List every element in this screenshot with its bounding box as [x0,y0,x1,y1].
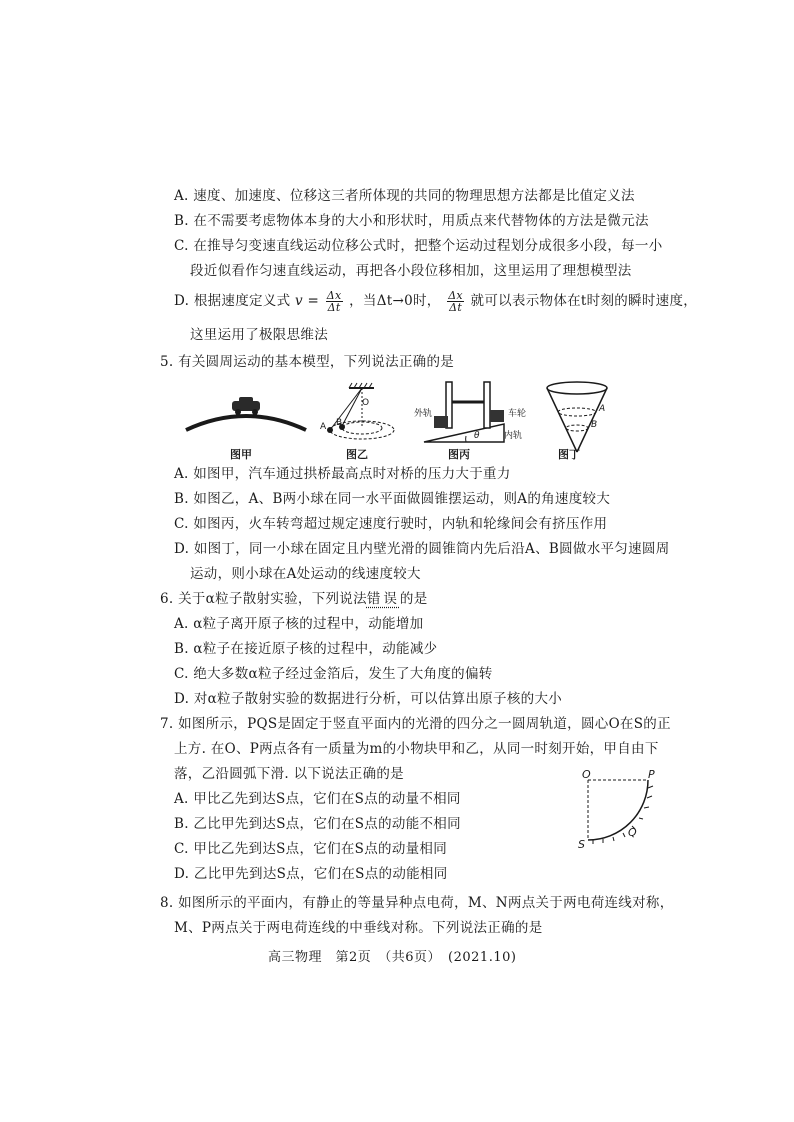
q4-option-a: A. 速度、加速度、位移这三者所体现的共同的物理思想方法都是比值定义法 [174,188,635,204]
q6-stem-emphasis: 错误 [366,591,400,607]
q7-option-d: D. 乙比甲先到达S点，它们在S点的动能相同 [174,866,448,882]
q7-stem-line2: 上方. 在O、P两点各有一质量为m的小物块甲和乙，从同一时刻开始，甲自由下 [174,741,659,757]
fraction-numerator: Δx [326,289,342,302]
figure-bing-railway [424,382,504,442]
q8-stem-line2: M、P两点关于两电荷连线的中垂线对称。下列说法正确的是 [174,920,543,936]
figure-ding-cone [547,382,607,452]
q7-fig-point-q: Q [628,826,637,839]
q7-fig-point-o: O [582,768,591,781]
q4-option-c-line1: C. 在推导匀变速直线运动位移公式时，把整个运动过程划分成很多小段，每一小 [174,238,663,254]
q7-option-b: B. 乙比甲先到达S点，它们在S点的动能不相同 [174,816,461,832]
q5-figures [184,380,624,462]
q7-fig-point-s: S [578,838,585,851]
figure-jia-label: 图甲 [230,448,252,461]
fraction-numerator: Δx [448,289,463,302]
figure-bing-label: 图丙 [448,448,470,461]
q6-stem-post: 的是 [399,591,428,607]
fraction-denominator: Δt [449,301,463,314]
q7-option-c: C. 甲比乙先到达S点，它们在S点的动量相同 [174,841,448,857]
q6-stem-pre: 6. 关于α粒子散射实验，下列说法 [160,591,367,607]
figure-yi-label: 图乙 [346,448,368,461]
q5-stem: 5. 有关圆周运动的基本模型，下列说法正确的是 [160,354,455,370]
q7-fig-point-p: P [648,768,655,781]
figure-bing-inner-rail-label: 内轨 [504,431,523,441]
q4-d-text-pre: D. 根据速度定义式 [174,293,291,309]
fraction-denominator: Δt [327,301,341,314]
figure-ding-point-b: B [591,420,598,430]
q7-option-a: A. 甲比乙先到达S点，它们在S点的动量不相同 [174,791,461,807]
figure-bing-outer-rail-label: 外轨 [414,409,433,419]
q6-option-b: B. α粒子在接近原子核的过程中，动能减少 [174,641,438,657]
q8-stem-line1: 8. 如图所示的平面内，有静止的等量异种点电荷，M、N两点关于两电荷连线对称， [160,895,674,911]
q4-option-b: B. 在不需要考虑物体本身的大小和形状时，用质点来代替物体的方法是微元法 [174,213,649,229]
q4-d-fraction-2 [447,290,464,313]
figure-yi-point-b: B [336,418,343,428]
q4-d-text-post: 就可以表示物体在t时刻的瞬时速度， [470,293,698,309]
figure-ding-label: 图丁 [558,448,580,461]
q4-option-c-line2: 段近似看作匀速直线运动，再把各小段位移相加，这里运用了理想模型法 [190,263,632,279]
figure-bing-theta-label: θ [474,431,480,441]
figure-yi-point-a: A [320,422,327,432]
q7-figure [578,768,658,852]
q6-option-c: C. 绝大多数α粒子经过金箔后，发生了大角度的偏转 [174,666,493,682]
q7-stem-line1: 7. 如图所示，PQS是固定于竖直平面内的光滑的四分之一圆周轨道，圆心O在S的正 [160,716,671,732]
figure-yi-conical-pendulum [327,383,394,439]
q4-option-d-line1 [174,290,697,313]
q5-option-d-line1: D. 如图丁，同一小球在固定且内壁光滑的圆锥筒内先后沿A、B圆做水平匀速圆周 [174,541,670,557]
q5-option-c: C. 如图丙，火车转弯超过规定速度行驶时，内轨和轮缘间会有挤压作用 [174,516,608,532]
q6-option-a: A. α粒子离开原子核的过程中，动能增加 [174,616,424,632]
page-footer: 高三物理 第2页 （共6页） (2021.10) [268,950,517,965]
figure-ding-point-a: A [599,404,606,414]
q4-d-fraction-1 [326,290,343,313]
q7-stem-line3: 落，乙沿圆弧下滑. 以下说法正确的是 [174,766,404,782]
figure-yi-point-o: O [362,398,370,408]
q4-d-text-mid: ，当Δt→0时， [349,293,441,309]
figure-bing-wheel-label: 车轮 [508,409,527,419]
q4-option-d-line2: 这里运用了极限思维法 [190,327,328,343]
q4-d-v: v = [295,293,320,309]
figure-jia-bridge [186,397,306,430]
q5-option-a: A. 如图甲，汽车通过拱桥最高点时对桥的压力大于重力 [174,466,511,482]
q6-stem [160,589,428,609]
q6-option-d: D. 对α粒子散射实验的数据进行分析，可以估算出原子核的大小 [174,691,563,707]
q5-option-b: B. 如图乙，A、B两小球在同一水平面做圆锥摆运动，则A的角速度较大 [174,491,611,507]
q5-option-d-line2: 运动，则小球在A处运动的线速度较大 [190,566,421,582]
